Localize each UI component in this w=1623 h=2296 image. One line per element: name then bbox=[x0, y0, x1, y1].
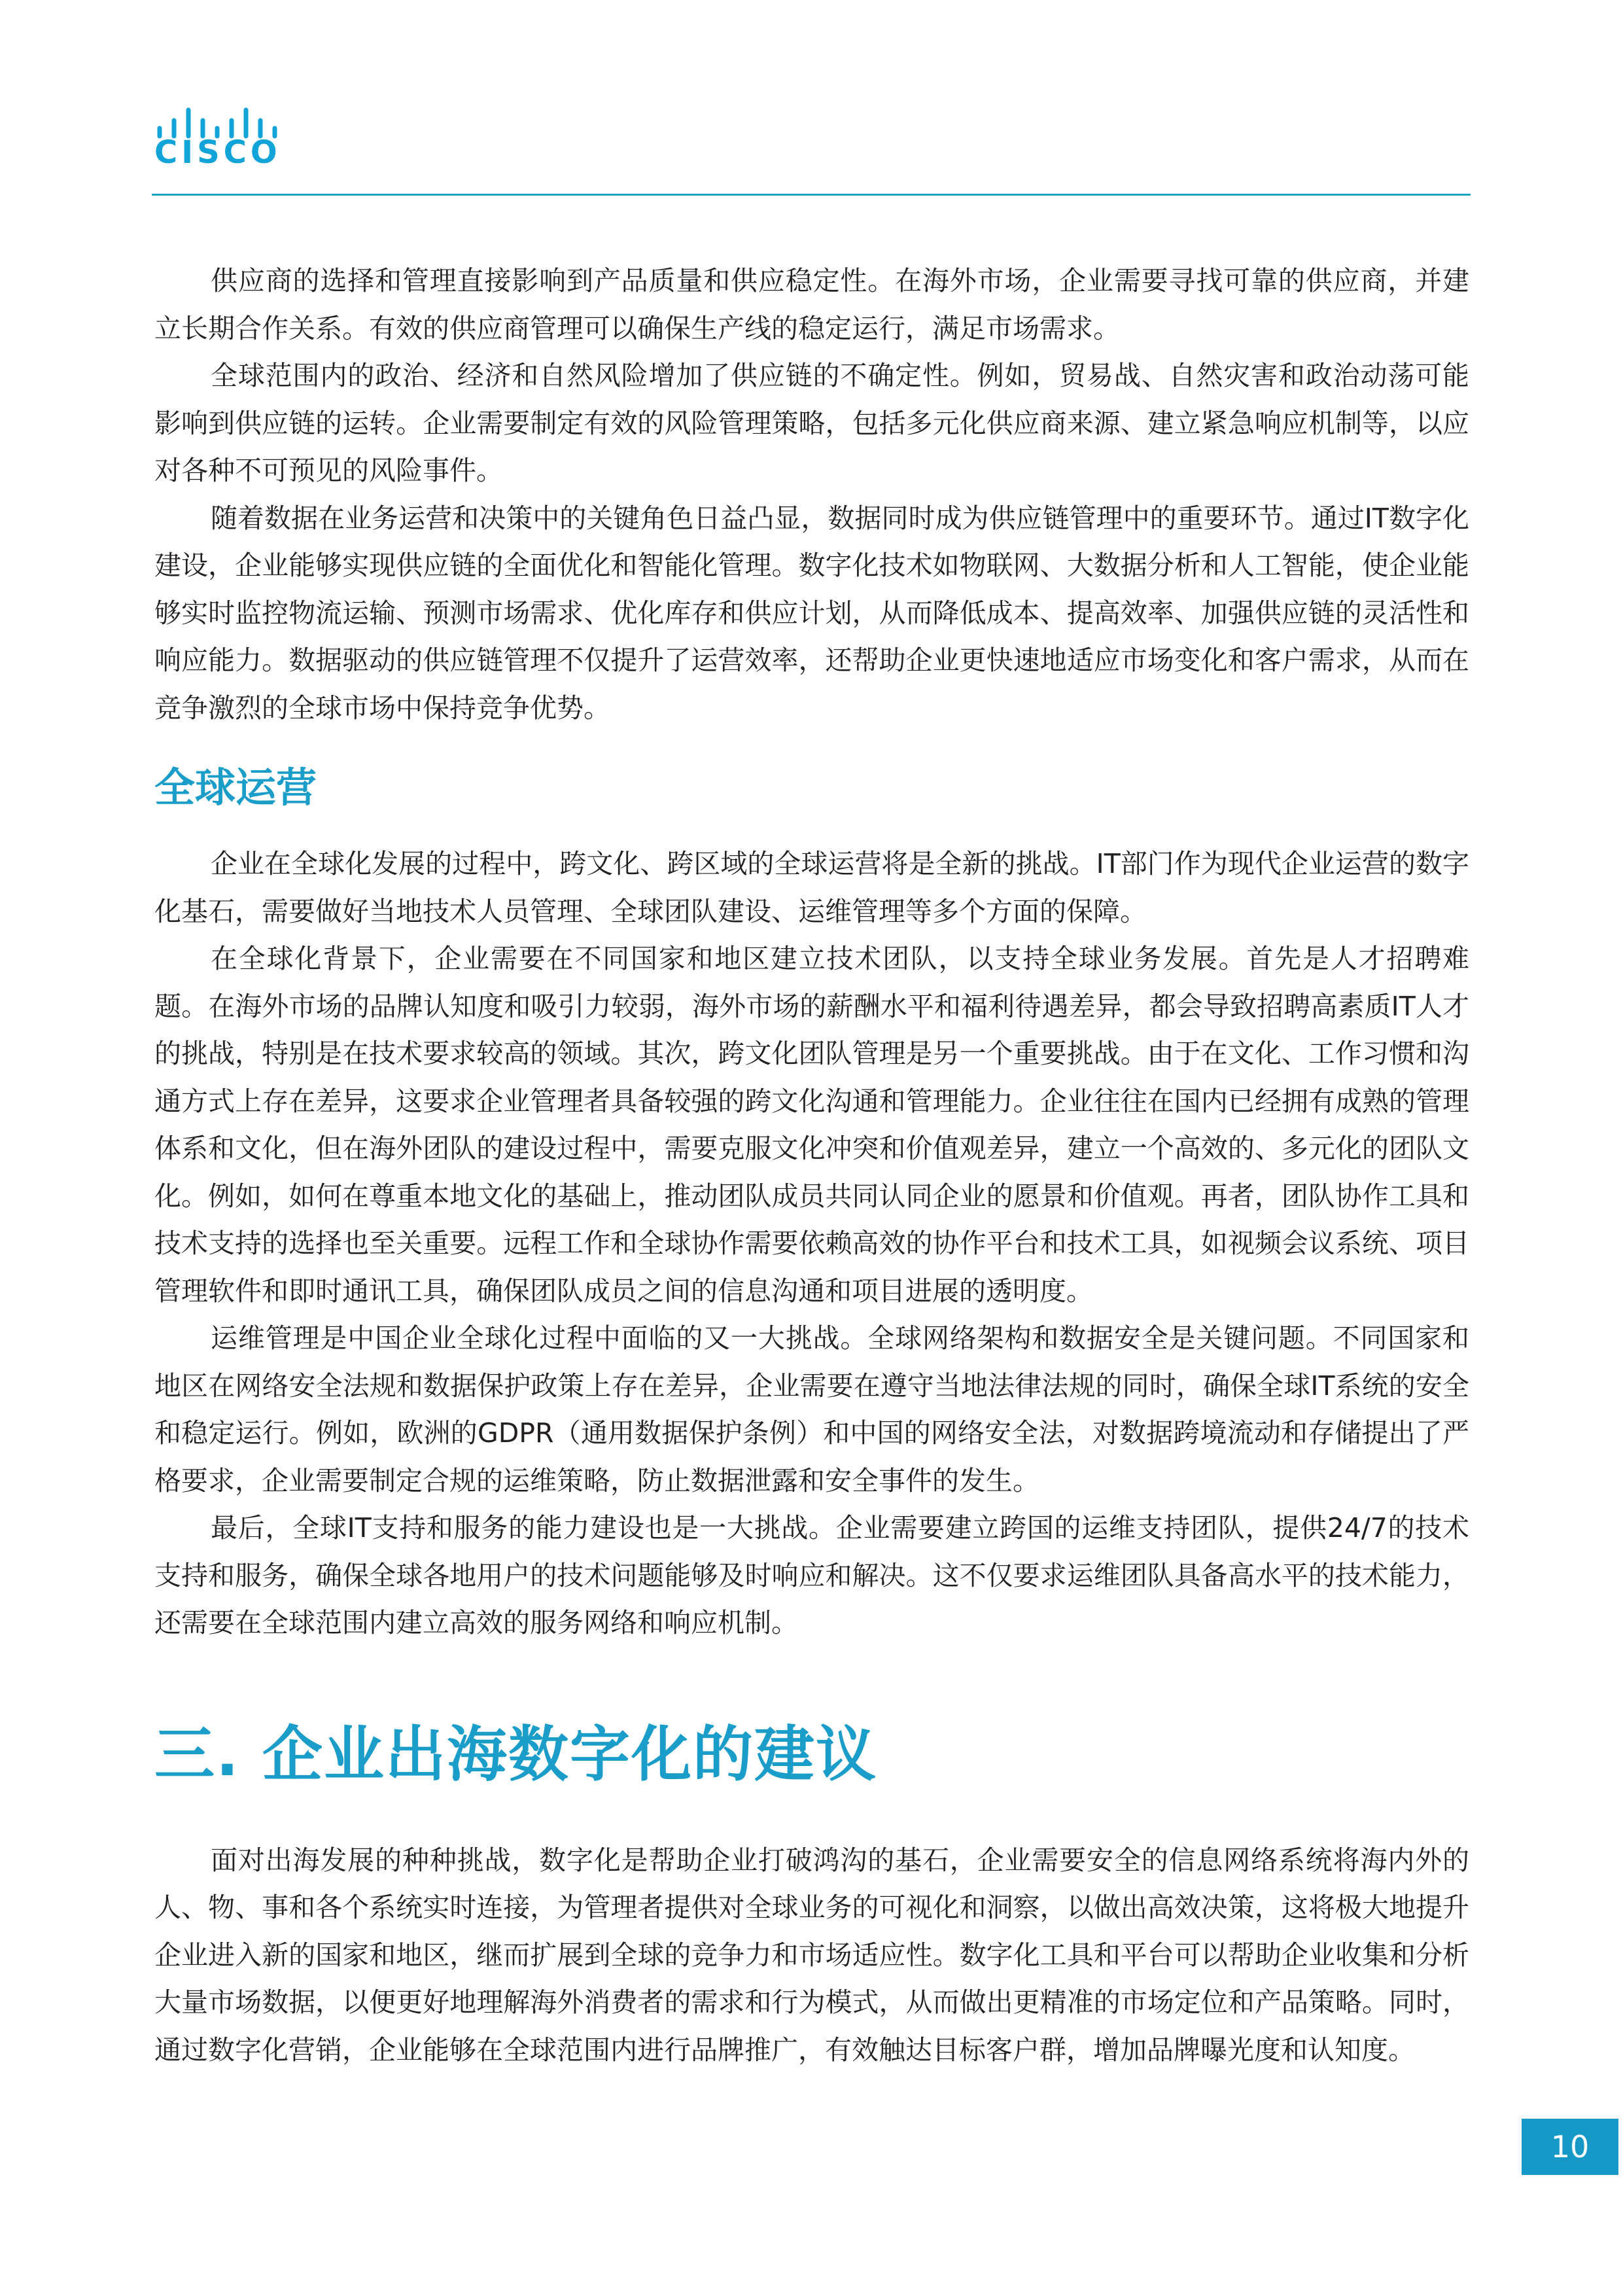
body-paragraph: 供应商的选择和管理直接影响到产品质量和供应稳定性。在海外市场，企业需要寻找可靠的供应商，并建立长期合作关系。有效的供应商管理可以确保生产线的稳定运行，满足市场需求。 bbox=[154, 265, 1469, 344]
body-paragraph: 企业在全球化发展的过程中，跨文化、跨区域的全球运营将是全新的挑战。IT部门作为现代企业运营的数字化基石，需要做好当地技术人员管理、全球团队建设、运维管理等多个方面的保障。 bbox=[154, 848, 1469, 927]
page-number-badge: 10 bbox=[1522, 2119, 1618, 2175]
chapter-heading: 三. 企业出海数字化的建议 bbox=[154, 1719, 877, 1790]
body-paragraph: 全球范围内的政治、经济和自然风险增加了供应链的不确定性。例如，贸易战、自然灾害和政治动荡可能影响到供应链的运转。企业需要制定有效的风险管理策略，包括多元化供应商来源、建立紧急响应机制等，以应对各种不可预见的风险事件。 bbox=[154, 360, 1469, 486]
body-paragraph: 随着数据在业务运营和决策中的关键角色日益凸显，数据同时成为供应链管理中的重要环节。通过IT数字化建设，企业能够实现供应链的全面优化和智能化管理。数字化技术如物联网、大数据分析和人工智能，使企业能够实时监控物流运输、预测市场需求、优化库存和供应计划，从而降低成本、提高效率、加强供应链的灵活性和响应能力。数据驱动的供应链管理不仅提升了运营效率，还帮助企业更快速地适应市场变化和客户需求，从而在竞争激烈的全球市场中保持竞争优势。 bbox=[154, 502, 1469, 724]
body-paragraph: 最后，全球IT支持和服务的能力建设也是一大挑战。企业需要建立跨国的运维支持团队，提供24/7的技术支持和服务，确保全球各地用户的技术问题能够及时响应和解决。这不仅要求运维团队具备高水平的技术能力，还需要在全球范围内建立高效的服务网络和响应机制。 bbox=[154, 1512, 1469, 1638]
section-heading-global-ops: 全球运营 bbox=[154, 764, 317, 811]
header-divider bbox=[152, 194, 1471, 196]
body-paragraph: 运维管理是中国企业全球化过程中面临的又一大挑战。全球网络架构和数据安全是关键问题。不同国家和地区在网络安全法规和数据保护政策上存在差异，企业需要在遵守当地法律法规的同时，确保全球IT系统的安全和稳定运行。例如，欧洲的GDPR（通用数据保护条例）和中国的网络安全法，对数据跨境流动和存储提出了严格要求，企业需要制定合规的运维策略，防止数据泄露和安全事件的发生。 bbox=[154, 1322, 1469, 1496]
body-paragraph: 面对出海发展的种种挑战，数字化是帮助企业打破鸿沟的基石，企业需要安全的信息网络系统将海内外的人、物、事和各个系统实时连接，为管理者提供对全球业务的可视化和洞察，以做出高效决策，这将极大地提升企业进入新的国家和地区，继而扩展到全球的竞争力和市场适应性。数字化工具和平台可以帮助企业收集和分析大量市场数据，以便更好地理解海外消费者的需求和行为模式，从而做出更精准的市场定位和产品策略。同时，通过数字化营销，企业能够在全球范围内进行品牌推广，有效触达目标客户群，增加品牌曝光度和认知度。 bbox=[154, 1844, 1469, 2066]
cisco-logo-text: CISCO bbox=[154, 134, 281, 171]
document-body bbox=[154, 257, 1469, 2074]
body-paragraph: 在全球化背景下，企业需要在不同国家和地区建立技术团队，以支持全球业务发展。首先是人才招聘难题。在海外市场的品牌认知度和吸引力较弱，海外市场的薪酬水平和福利待遇差异，都会导致招聘高素质IT人才的挑战，特别是在技术要求较高的领域。其次，跨文化团队管理是另一个重要挑战。由于在文化、工作习惯和沟通方式上存在差异，这要求企业管理者具备较强的跨文化沟通和管理能力。企业往往在国内已经拥有成熟的管理体系和文化，但在海外团队的建设过程中，需要克服文化冲突和价值观差异，建立一个高效的、多元化的团队文化。例如，如何在尊重本地文化的基础上，推动团队成员共同认同企业的愿景和价值观。再者，团队协作工具和技术支持的选择也至关重要。远程工作和全球协作需要依赖高效的协作平台和技术工具，如视频会议系统、项目管理软件和即时通讯工具，确保团队成员之间的信息沟通和项目进展的透明度。 bbox=[154, 943, 1469, 1307]
